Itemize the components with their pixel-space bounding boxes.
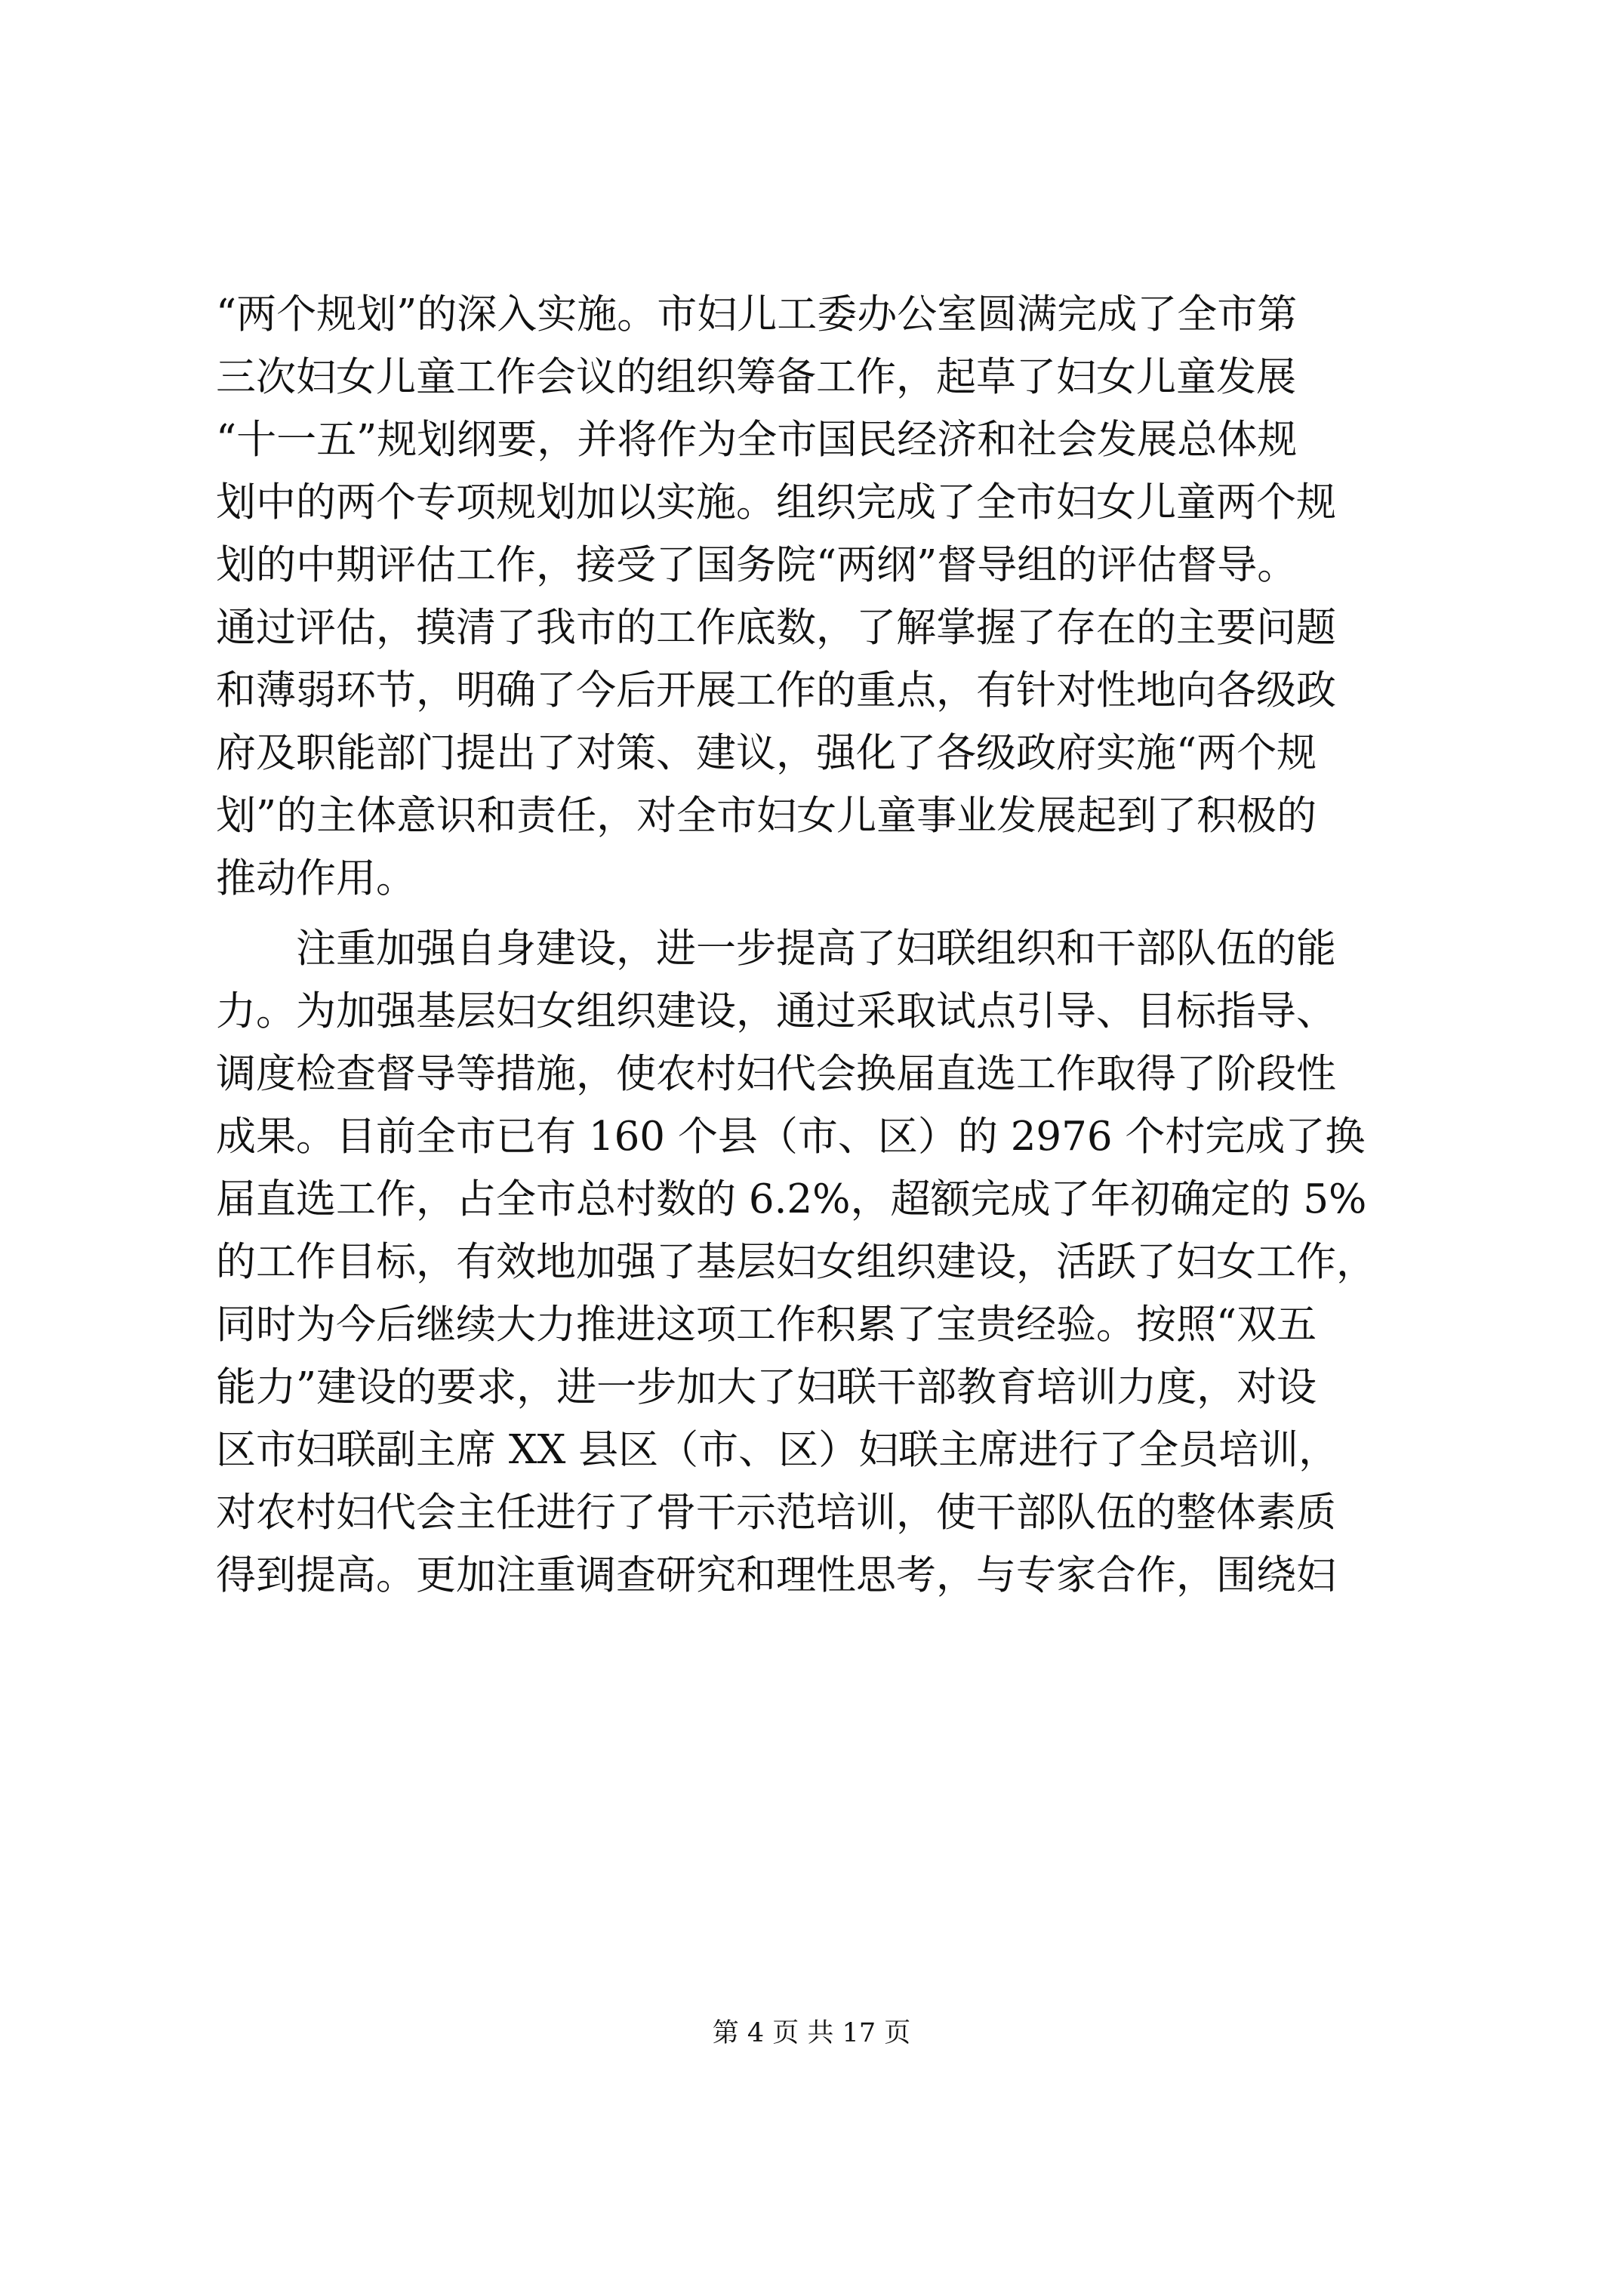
text-line-4: 划中的两个专项规划加以实施。组织完成了全市妇女儿童两个规 — [216, 479, 1336, 525]
text-line-1: “两个规划”的深入实施。市妇儿工委办公室圆满完成了全市第 — [216, 291, 1298, 337]
text-line-8: 府及职能部门提出了对策、建议，强化了各级政府实施“两个规 — [216, 730, 1317, 776]
paragraph-2-first-line: 注重加强自身建设，进一步提高了妇联组织和干部队伍的能 — [296, 926, 1336, 972]
text-line-6: 通过评估，摸清了我市的工作底数，了解掌握了存在的主要问题 — [216, 605, 1336, 651]
text-line-9: 划”的主体意识和责任，对全市妇女儿童事业发展起到了积极的 — [216, 793, 1317, 839]
text-line-21: 得到提高。更加注重调查研究和理性思考，与专家合作，围绕妇 — [216, 1552, 1336, 1598]
text-line-13: 调度检查督导等措施，使农村妇代会换届直选工作取得了阶段性 — [216, 1051, 1336, 1097]
text-line-16: 的工作目标，有效地加强了基层妇女组织建设，活跃了妇女工作， — [216, 1239, 1376, 1285]
page-number-footer: 第 4 页 共 17 页 — [712, 2018, 911, 2048]
text-line-10: 推动作用。 — [216, 855, 416, 901]
text-line-7: 和薄弱环节，明确了今后开展工作的重点，有针对性地向各级政 — [216, 667, 1336, 713]
text-line-5: 划的中期评估工作，接受了国务院“两纲”督导组的评估督导。 — [216, 542, 1298, 588]
text-line-12: 力。为加强基层妇女组织建设，通过采取试点引导、目标指导、 — [216, 988, 1336, 1034]
text-line-17: 同时为今后继续大力推进这项工作积累了宝贵经验。按照“双五 — [216, 1302, 1317, 1348]
text-line-20: 对农村妇代会主任进行了骨干示范培训，使干部队伍的整体素质 — [216, 1490, 1336, 1536]
text-line-18: 能力”建设的要求，进一步加大了妇联干部教育培训力度，对设 — [216, 1364, 1317, 1410]
text-line-3: “十一五”规划纲要，并将作为全市国民经济和社会发展总体规 — [216, 417, 1298, 463]
text-line-19: 区市妇联副主席 XX 县区（市、区）妇联主席进行了全员培训， — [216, 1427, 1339, 1473]
text-line-2: 三次妇女儿童工作会议的组织筹备工作，起草了妇女儿童发展 — [216, 354, 1296, 400]
text-line-15: 届直选工作，占全市总村数的 6.2%，超额完成了年初确定的 5% — [216, 1176, 1367, 1222]
text-line-14: 成果。目前全市已有 160 个县（市、区）的 2976 个村完成了换 — [216, 1114, 1366, 1160]
